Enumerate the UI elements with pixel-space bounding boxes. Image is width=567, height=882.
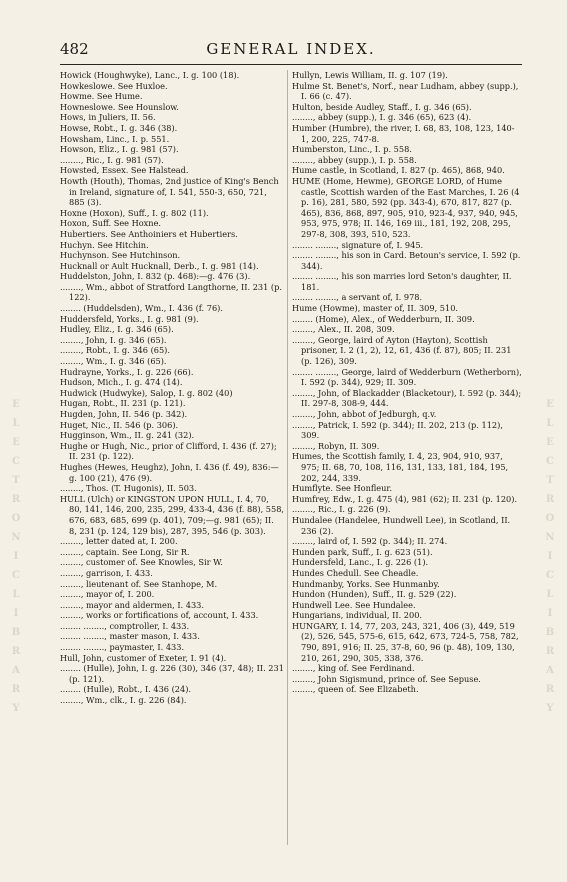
index-entry: Howick (Houghwyke), Lanc., I. g. 100 (18). (60, 70, 240, 80)
index-entry: ........, Patrick, I. 592 (p. 344); II. 202, 213 (p. 112), 309. (292, 419, 503, 441)
header-rule (60, 64, 522, 65)
index-entry: ........, John, of Blackadder (Blacketour), I. 592 (p. 344); II. 297-8, 308-9, 444. (292, 387, 522, 409)
index-entry: ........ (Home), Alex., of Wedderburn, II. 309. (292, 313, 475, 324)
index-entry: Hucknall or Ault Hucknall, Derb., I. g. 981 (14). (60, 260, 259, 271)
index-entry: ........, queen of. See Elizabeth. (292, 684, 419, 695)
index-entry: ........, customer of. See Knowles, Sir W. (60, 557, 223, 568)
index-entry: Hoxon, Suff. See Hoxne. (60, 218, 162, 229)
index-entry: Huchynson. See Hutchinson. (60, 250, 181, 261)
index-entry: Hunden park, Suff., I. g. 623 (51). (292, 546, 433, 557)
index-entry: Hundon (Hunden), Suff., II. g. 529 (22). (292, 589, 457, 600)
index-entry: ........, works or fortifications of, account, I. 433. (60, 610, 259, 621)
index-entry: Hudley, Eliz., I. g. 346 (65). (60, 324, 174, 335)
index-entry: Howneslowe. See Hounslow. (60, 101, 179, 112)
index-column-right (292, 70, 522, 695)
index-entry: ........ ........, his son marries lord Seton's daughter, II. 181. (292, 271, 512, 292)
index-entry: ........, abbey (supp.), I. p. 558. (292, 154, 417, 165)
index-entry: ........, John, I. g. 346 (65). (60, 334, 167, 345)
index-entry: Howsham, Linc., I. p. 551. (60, 133, 170, 144)
index-entry: Hundmanby, Yorks. See Hunmanby. (292, 578, 440, 589)
index-entry: Hume (Howme), master of, II. 309, 510. (292, 303, 459, 314)
index-entry: Howkeslowe. See Huxloe. (60, 80, 168, 91)
index-entry: ........, captain. See Long, Sir R. (60, 546, 190, 557)
index-entry: ........, Alex., II. 208, 309. (292, 324, 395, 335)
index-entry: Hundes Chedull. See Cheadle. (292, 567, 419, 578)
margin-watermark-right: E L E C T R O N I C L I B R A R Y (545, 399, 555, 714)
index-entry: Humes, the Scottish family, I. 4, 23, 904, 910, 937, 975; II. 68, 70, 108, 116, 131, 133, 181, 184, 195, 202, 244, 339. (292, 451, 509, 483)
index-entry: Howth (Houth), Thomas, 2nd justice of King's Bench in Ireland, signature of, I. 541, 550-3, 650, 721, 885 (3). (60, 175, 279, 208)
index-entry: Howson, Eliz., I. g. 981 (57). (60, 144, 179, 155)
index-entry: Hudson, Mich., I. g. 474 (14). (60, 377, 183, 388)
index-entry: HUME (Home, Hewme), GEORGE LORD, of Hume castle, Scottish warden of the East Marches, I. 26 (4 p. 16), 281, 580, 592 (pp. 343-4), 670, 817, 827 (p. 465), 836, 868, 897, 905, 910, 923-4, 937, 940, 945, 953, 975, 978; II. 146, 169 iii., 181, 192, 208, 295, 297-8, 308, 393, 510, 523. (292, 175, 520, 239)
index-entry: ........, garrison, I. 433. (60, 567, 153, 578)
column-divider (287, 70, 288, 845)
index-entry: Hughe or Hugh, Nic., prior of Clifford, I. 436 (f. 27); II. 231 (p. 122). (60, 440, 277, 462)
index-entry: ........ ........, comptroller, I. 433. (60, 620, 190, 631)
index-entry: Hubertiers. See Anthoiniers et Hubertiers. (60, 228, 238, 239)
index-entry: Hugginson, Wm., II. g. 241 (32). (60, 430, 195, 441)
index-entry: Hugden, John, II. 546 (p. 342). (60, 409, 188, 419)
index-entry: HULL (Ulch) or KINGSTON UPON HULL, I. 4, 70, 80, 141, 146, 200, 235, 299, 433-4, 436 (f. 88), 558, 676, 683, 685, 699 (p. 401), 709;—g. 981 (65); II. 8, 231 (p. 124, 129 bis), 287, 395, 546 (p. 303). (60, 493, 285, 536)
index-entry: ........, king of. See Ferdinand. (292, 663, 415, 674)
index-entry: ........, lieutenant of. See Stanhope, M. (60, 578, 218, 589)
page-header (60, 40, 522, 62)
index-entry: ........, Robt., I. g. 346 (65). (60, 345, 170, 356)
index-entry: Huchyn. See Hitchin. (60, 239, 149, 250)
index-entry: Humflyte. See Honfleur. (292, 483, 393, 494)
index-entry: ........, Wm., I. g. 346 (65). (60, 356, 167, 367)
index-entry: HUNGARY, I. 14, 77, 203, 243, 321, 406 (3), 449, 519 (2), 526, 545, 575-6, 615, 642, 673, 724-5, 758, 782, 790, 891, 916; II. 25, 37-8, 60, 96 (p. 48), 109, 130, 210, 261, 290, 305, 338, 376. (292, 620, 519, 663)
index-entry: Hulme St. Benet's, Norf., near Ludham, abbey (supp.), I. 66 (c. 47). (292, 80, 519, 102)
index-entry: Hugan, Robt., II. 231 (p. 121). (60, 398, 186, 409)
page-number: 482 (60, 40, 89, 58)
index-entry: ........, mayor of, I. 200. (60, 589, 155, 600)
index-entry: ........ ........, master mason, I. 433. (60, 631, 200, 642)
index-entry: ........, John Sigismund, prince of. See Sepuse. (292, 673, 481, 684)
index-entry: Howme. See Hume. (60, 91, 143, 102)
index-entry: Hughes (Hewes, Heughz), John, I. 436 (f. 49), 836:—g. 100 (21), 476 (9). (60, 461, 279, 483)
index-entry: ........, letter dated at, I. 200. (60, 536, 178, 547)
index-entry: Hows, in Juliers, II. 56. (60, 112, 156, 123)
index-entry: ........ (Hulle), Robt., I. 436 (24). (60, 684, 192, 695)
index-entry: ........ ........, his son in Card. Betoun's service, I. 592 (p. 344). (292, 250, 521, 271)
index-entry: ........, mayor and aldermen, I. 433. (60, 599, 204, 610)
index-entry: Humber (Humbre), the river, I. 68, 83, 108, 123, 140-1, 200, 225, 747-8. (292, 122, 515, 144)
index-entry: ........, Wm., abbot of Stratford Langthorne, II. 231 (p. 122). (60, 281, 282, 303)
index-entry: ........, Ric., I. g. 981 (57). (60, 154, 164, 165)
index-entry: ........, John, abbot of Jedburgh, q.v. (292, 409, 437, 419)
index-entry: Huget, Nic., II. 546 (p. 306). (60, 419, 179, 430)
index-entry: Huddersfeld, Yorks., I. g. 981 (9). (60, 313, 199, 324)
margin-watermark-left: E L E C T R O N I C L I B R A R Y (11, 399, 21, 714)
index-entry: Hungarians, individual, II. 200. (292, 610, 423, 621)
index-entry: ........, Wm., clk., I. g. 226 (84). (60, 695, 187, 706)
index-entry: Humfrey, Edw., I. g. 475 (4), 981 (62); II. 231 (p. 120). (292, 493, 518, 504)
index-entry: Huddelston, John, I. 832 (p. 468):—g. 476 (3). (60, 271, 251, 282)
index-entry: Hume castle, in Scotland, I. 827 (p. 465), 868, 940. (292, 165, 505, 176)
index-entry: Howse, Robt., I. g. 346 (38). (60, 122, 178, 133)
index-entry: ........ ........, paymaster, I. 433. (60, 642, 185, 653)
index-entry: ........, Ric., I. g. 226 (9). (292, 504, 391, 515)
index-entry: Hull, John, customer of Exeter, I. 91 (4). (60, 652, 227, 663)
index-entry: Hundwell Lee. See Hundalee. (292, 599, 416, 610)
index-entry: ........ ........, a servant of, I. 978. (292, 292, 423, 303)
index-entry: ........, laird of, I. 592 (p. 344); II. 274. (292, 536, 448, 547)
index-entry: ........ ........, George, laird of Wedderburn (Wetherborn), I. 592 (p. 344), 929; II. 309. (292, 366, 522, 388)
index-entry: Hundersfeld, Lanc., I. g. 226 (1). (292, 557, 429, 568)
index-entry: Hundalee (Handelee, Hundwell Lee), in Scotland, II. 236 (2). (292, 514, 511, 536)
index-entry: ........, Thos. (T. Hugonis), II. 503. (60, 483, 197, 494)
index-entry: ........, Robyn, II. 309. (292, 440, 380, 451)
index-entry: Hulton, beside Audley, Staff., I. g. 346 (65). (292, 101, 472, 112)
index-entry: Hudwick (Hudwyke), Salop, I. g. 802 (40) (60, 387, 233, 398)
index-entry: ........, abbey (supp.), I. g. 346 (65), 623 (4). (292, 112, 472, 123)
index-entry: ........ (Hulle), John, I. g. 226 (30), 346 (37, 48); II. 231 (p. 121). (60, 663, 284, 684)
index-column-left (60, 70, 284, 706)
index-entry: Hudrayne, Yorks., I. g. 226 (66). (60, 366, 194, 377)
index-entry: ........ (Huddelsden), Wm., I. 436 (f. 76). (60, 303, 223, 314)
index-entry: Howsted, Essex. See Halstead. (60, 165, 189, 176)
index-entry: Humberston, Linc., I. p. 558. (292, 144, 412, 155)
index-entry: Hoxne (Hoxon), Suff., I. g. 802 (11). (60, 207, 209, 218)
index-entry: ........ ........, signature of, I. 945. (292, 239, 424, 250)
index-entry: Hullyn, Lewis William, II. g. 107 (19). (292, 70, 448, 80)
page-title: GENERAL INDEX. (206, 40, 376, 58)
index-entry: ........, George, laird of Ayton (Hayton), Scottish prisoner, I. 2 (1, 2), 12, 61, 436 (f. 87), 805; II. 231 (p. 126), 309. (292, 334, 512, 367)
